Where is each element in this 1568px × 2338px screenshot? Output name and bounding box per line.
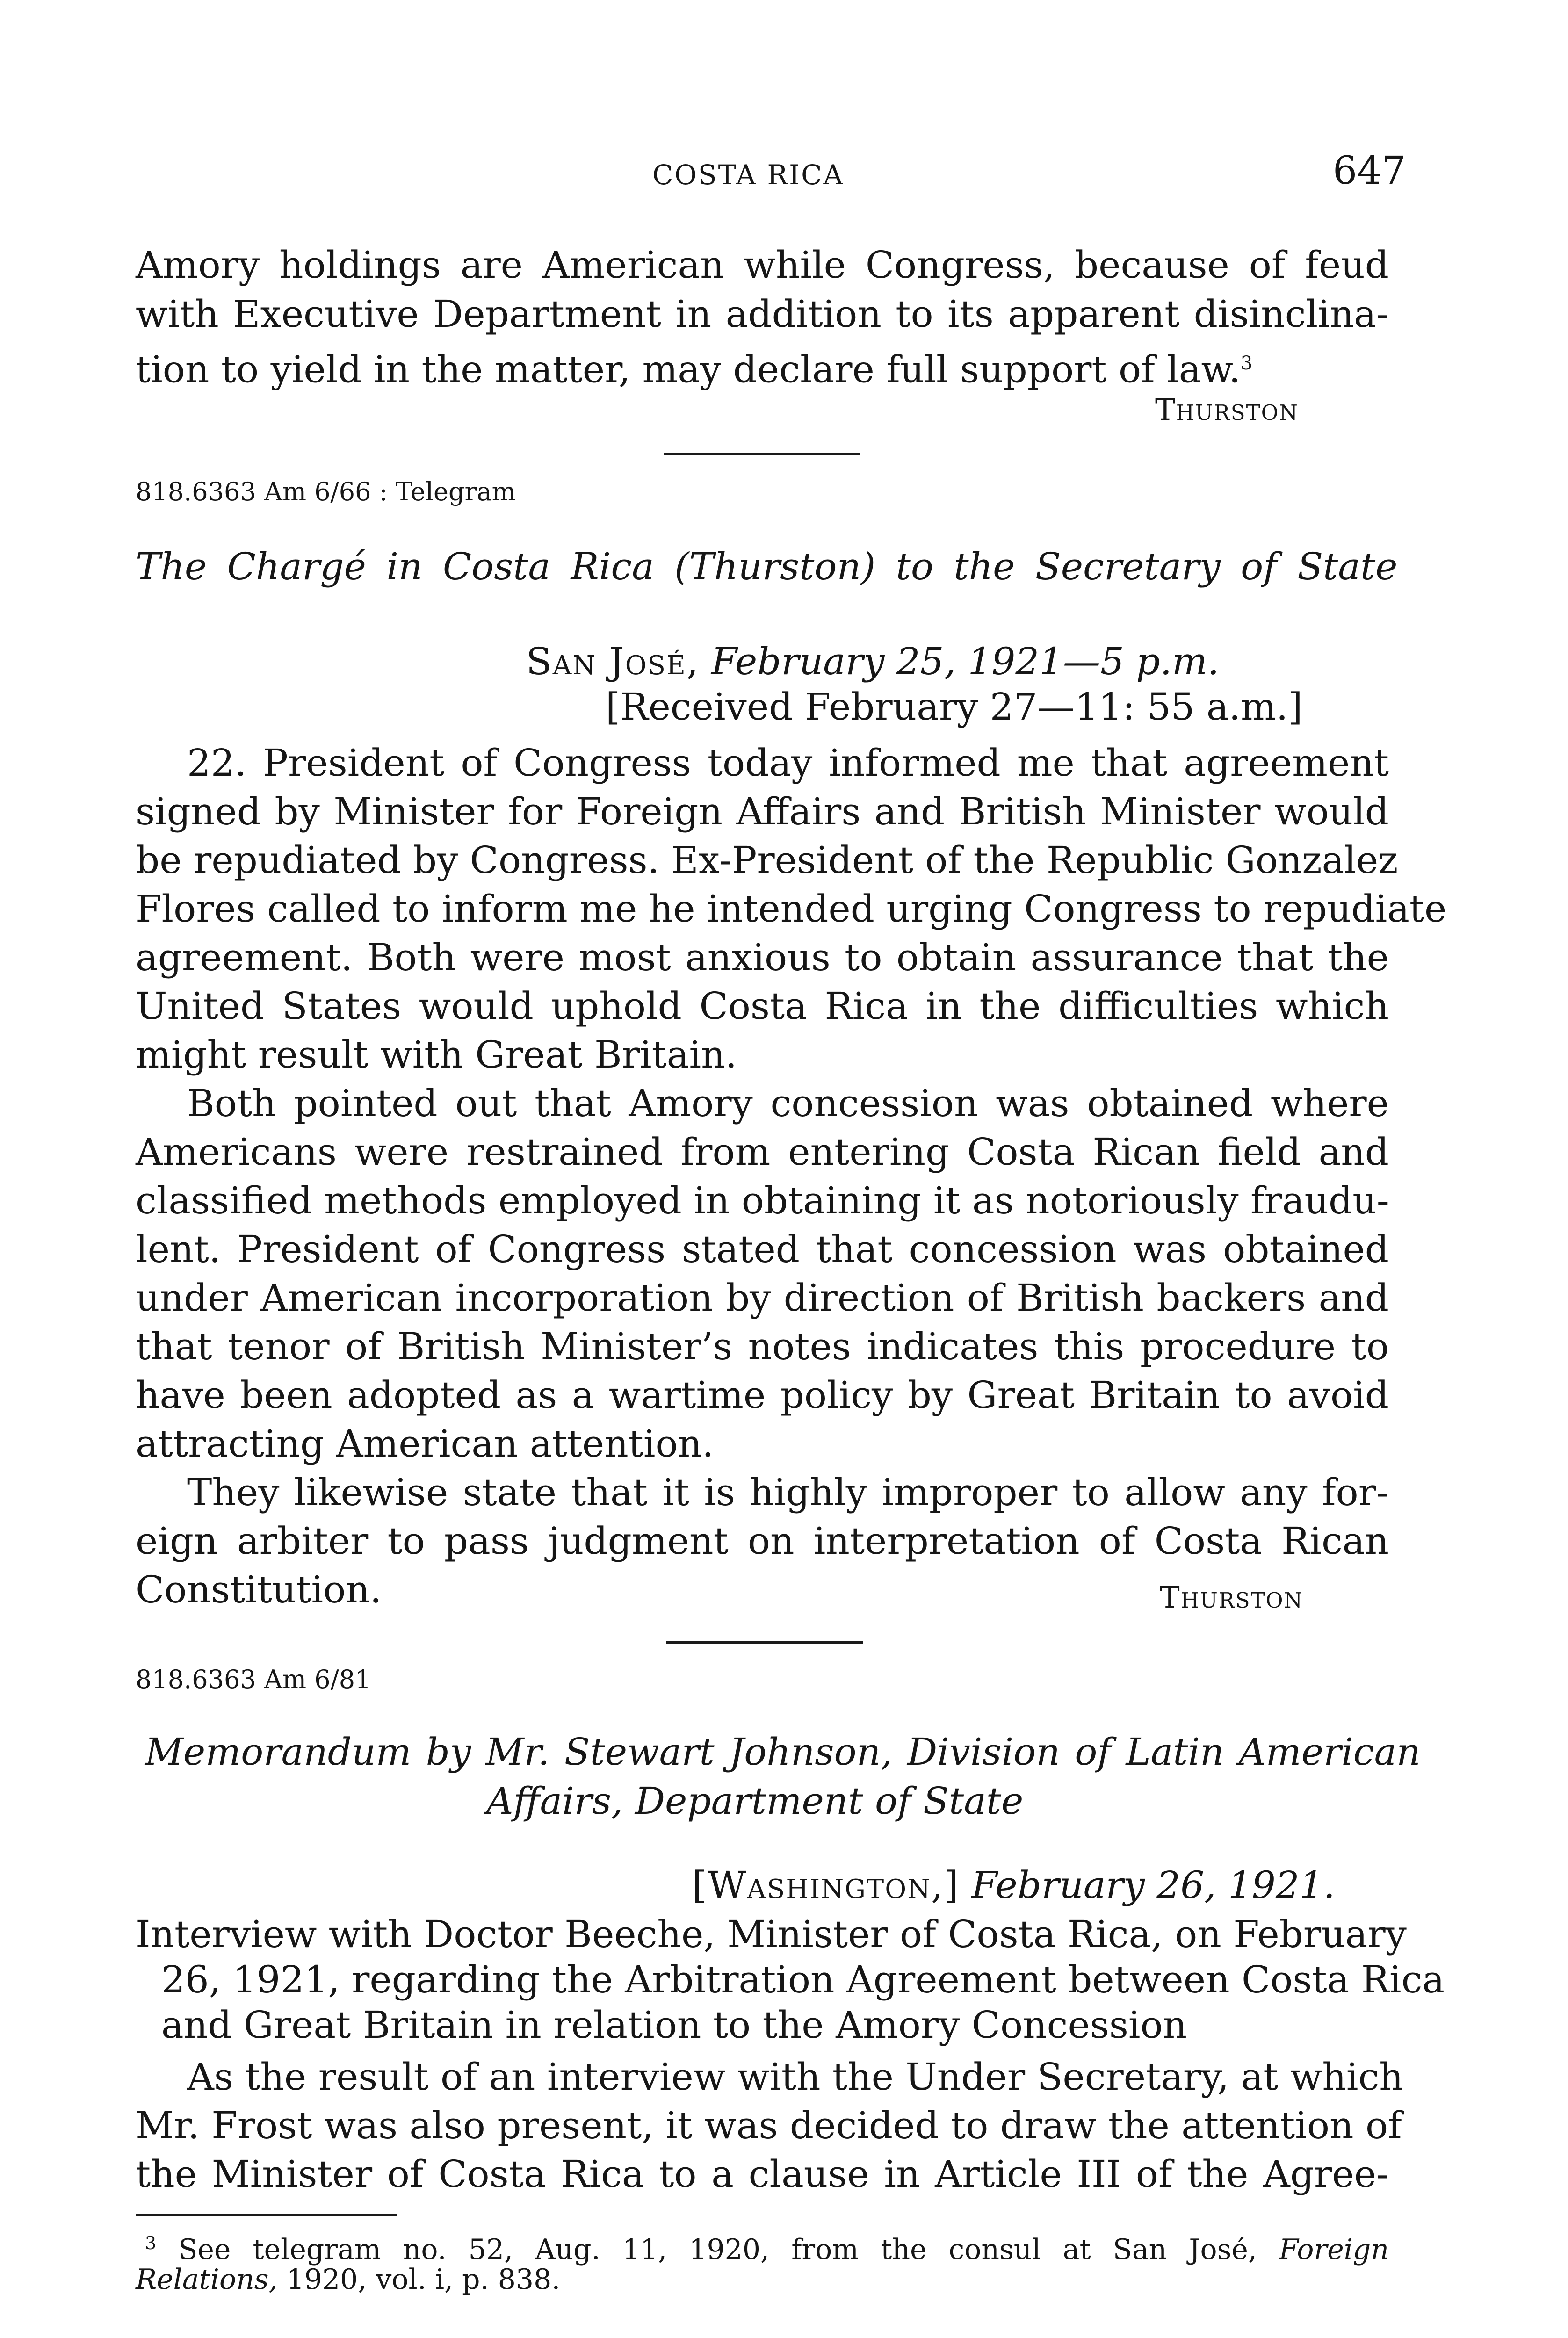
dateline-place: [Washington,]	[692, 1863, 960, 1907]
text-line: Constitution.	[136, 1568, 382, 1611]
text-line: They likewise state that it is highly improper to allow any for-	[187, 1471, 1389, 1514]
text-line: under American incorporation by direction of British backers and	[136, 1276, 1389, 1320]
text-line: 22. President of Congress today informed me that agreement	[187, 741, 1389, 785]
text-line: agreement. Both were most anxious to obtain assurance that the	[136, 936, 1389, 979]
text-line: tion to yield in the matter, may declare full support of law.$^3$	[136, 347, 1253, 391]
received-note: [Received February 27—11: 55 a.m.]	[606, 685, 1303, 729]
text-line: Americans were restrained from entering Costa Rican field and	[136, 1130, 1389, 1174]
file-number: 818.6363 Am 6/66 : Telegram	[136, 477, 516, 506]
text-line: that tenor of British Minister’s notes indicates this procedure to	[136, 1325, 1389, 1368]
text-line: Both pointed out that Amory concession was obtained where	[187, 1082, 1389, 1125]
text-line: Flores called to inform me he intended urging Congress to repudiate	[136, 887, 1447, 931]
text-line: As the result of an interview with the Under Secretary, at which	[187, 2055, 1403, 2099]
text-line: and Great Britain in relation to the Amory Concession	[161, 2003, 1187, 2047]
section-divider	[666, 1641, 863, 1644]
text-line: Amory holdings are American while Congress, because of feud	[136, 243, 1389, 287]
memorandum-heading: Memorandum by Mr. Stewart Johnson, Division of Latin American	[145, 1730, 1421, 1774]
text-line: Interview with Doctor Beeche, Minister of Costa Rica, on February	[136, 1912, 1407, 1956]
file-number: 818.6363 Am 6/81	[136, 1665, 371, 1694]
text-line: might result with Great Britain.	[136, 1033, 737, 1076]
text-line: United States would uphold Costa Rica in the difficulties which	[136, 984, 1389, 1028]
text-line: 26, 1921, regarding the Arbitration Agreement between Costa Rica	[161, 1958, 1445, 2001]
signature: Thurston	[1160, 1580, 1303, 1615]
footnote-line: Relations, 1920, vol. i, p. 838.	[136, 2263, 561, 2296]
text-line: with Executive Department in addition to its apparent disinclina-	[136, 292, 1389, 336]
document-heading: The Chargé in Costa Rica (Thurston) to the Secretary of State	[136, 545, 1398, 588]
dateline-date: February 26, 1921.	[971, 1863, 1335, 1907]
page-number: 647	[1333, 149, 1406, 193]
footnote-reference[interactable]: 3	[1240, 353, 1253, 374]
dateline-date: February 25, 1921—5 p.m.	[711, 640, 1220, 683]
footnote-marker: 3	[145, 2233, 157, 2253]
section-divider	[664, 453, 860, 455]
running-title: COSTA RICA	[652, 159, 845, 191]
footnote-line: $^3$ See telegram no. 52, Aug. 11, 1920, from the consul at San José, Foreign	[145, 2233, 1389, 2266]
signature: Thurston	[1155, 393, 1299, 427]
footnote-divider	[136, 2214, 397, 2216]
text-line: the Minister of Costa Rica to a clause in Article III of the Agree-	[136, 2152, 1389, 2196]
text-line: have been adopted as a wartime policy by Great Britain to avoid	[136, 1373, 1389, 1417]
text-line: signed by Minister for Foreign Affairs and British Minister would	[136, 790, 1389, 833]
dateline	[526, 640, 1219, 683]
dateline-place: San José,	[526, 640, 700, 683]
text-line: lent. President of Congress stated that concession was obtained	[136, 1227, 1389, 1271]
text-line: be repudiated by Congress. Ex-President of the Republic Gonzalez	[136, 838, 1398, 882]
text-line: classified methods employed in obtaining it as notoriously fraudu-	[136, 1179, 1389, 1222]
memorandum-heading-continued: Affairs, Department of State	[486, 1779, 1024, 1823]
text-line: attracting American attention.	[136, 1422, 714, 1465]
dateline	[692, 1863, 1335, 1907]
text-line: Mr. Frost was also present, it was decided to draw the attention of	[136, 2104, 1402, 2147]
text-line: eign arbiter to pass judgment on interpretation of Costa Rican	[136, 1519, 1389, 1563]
